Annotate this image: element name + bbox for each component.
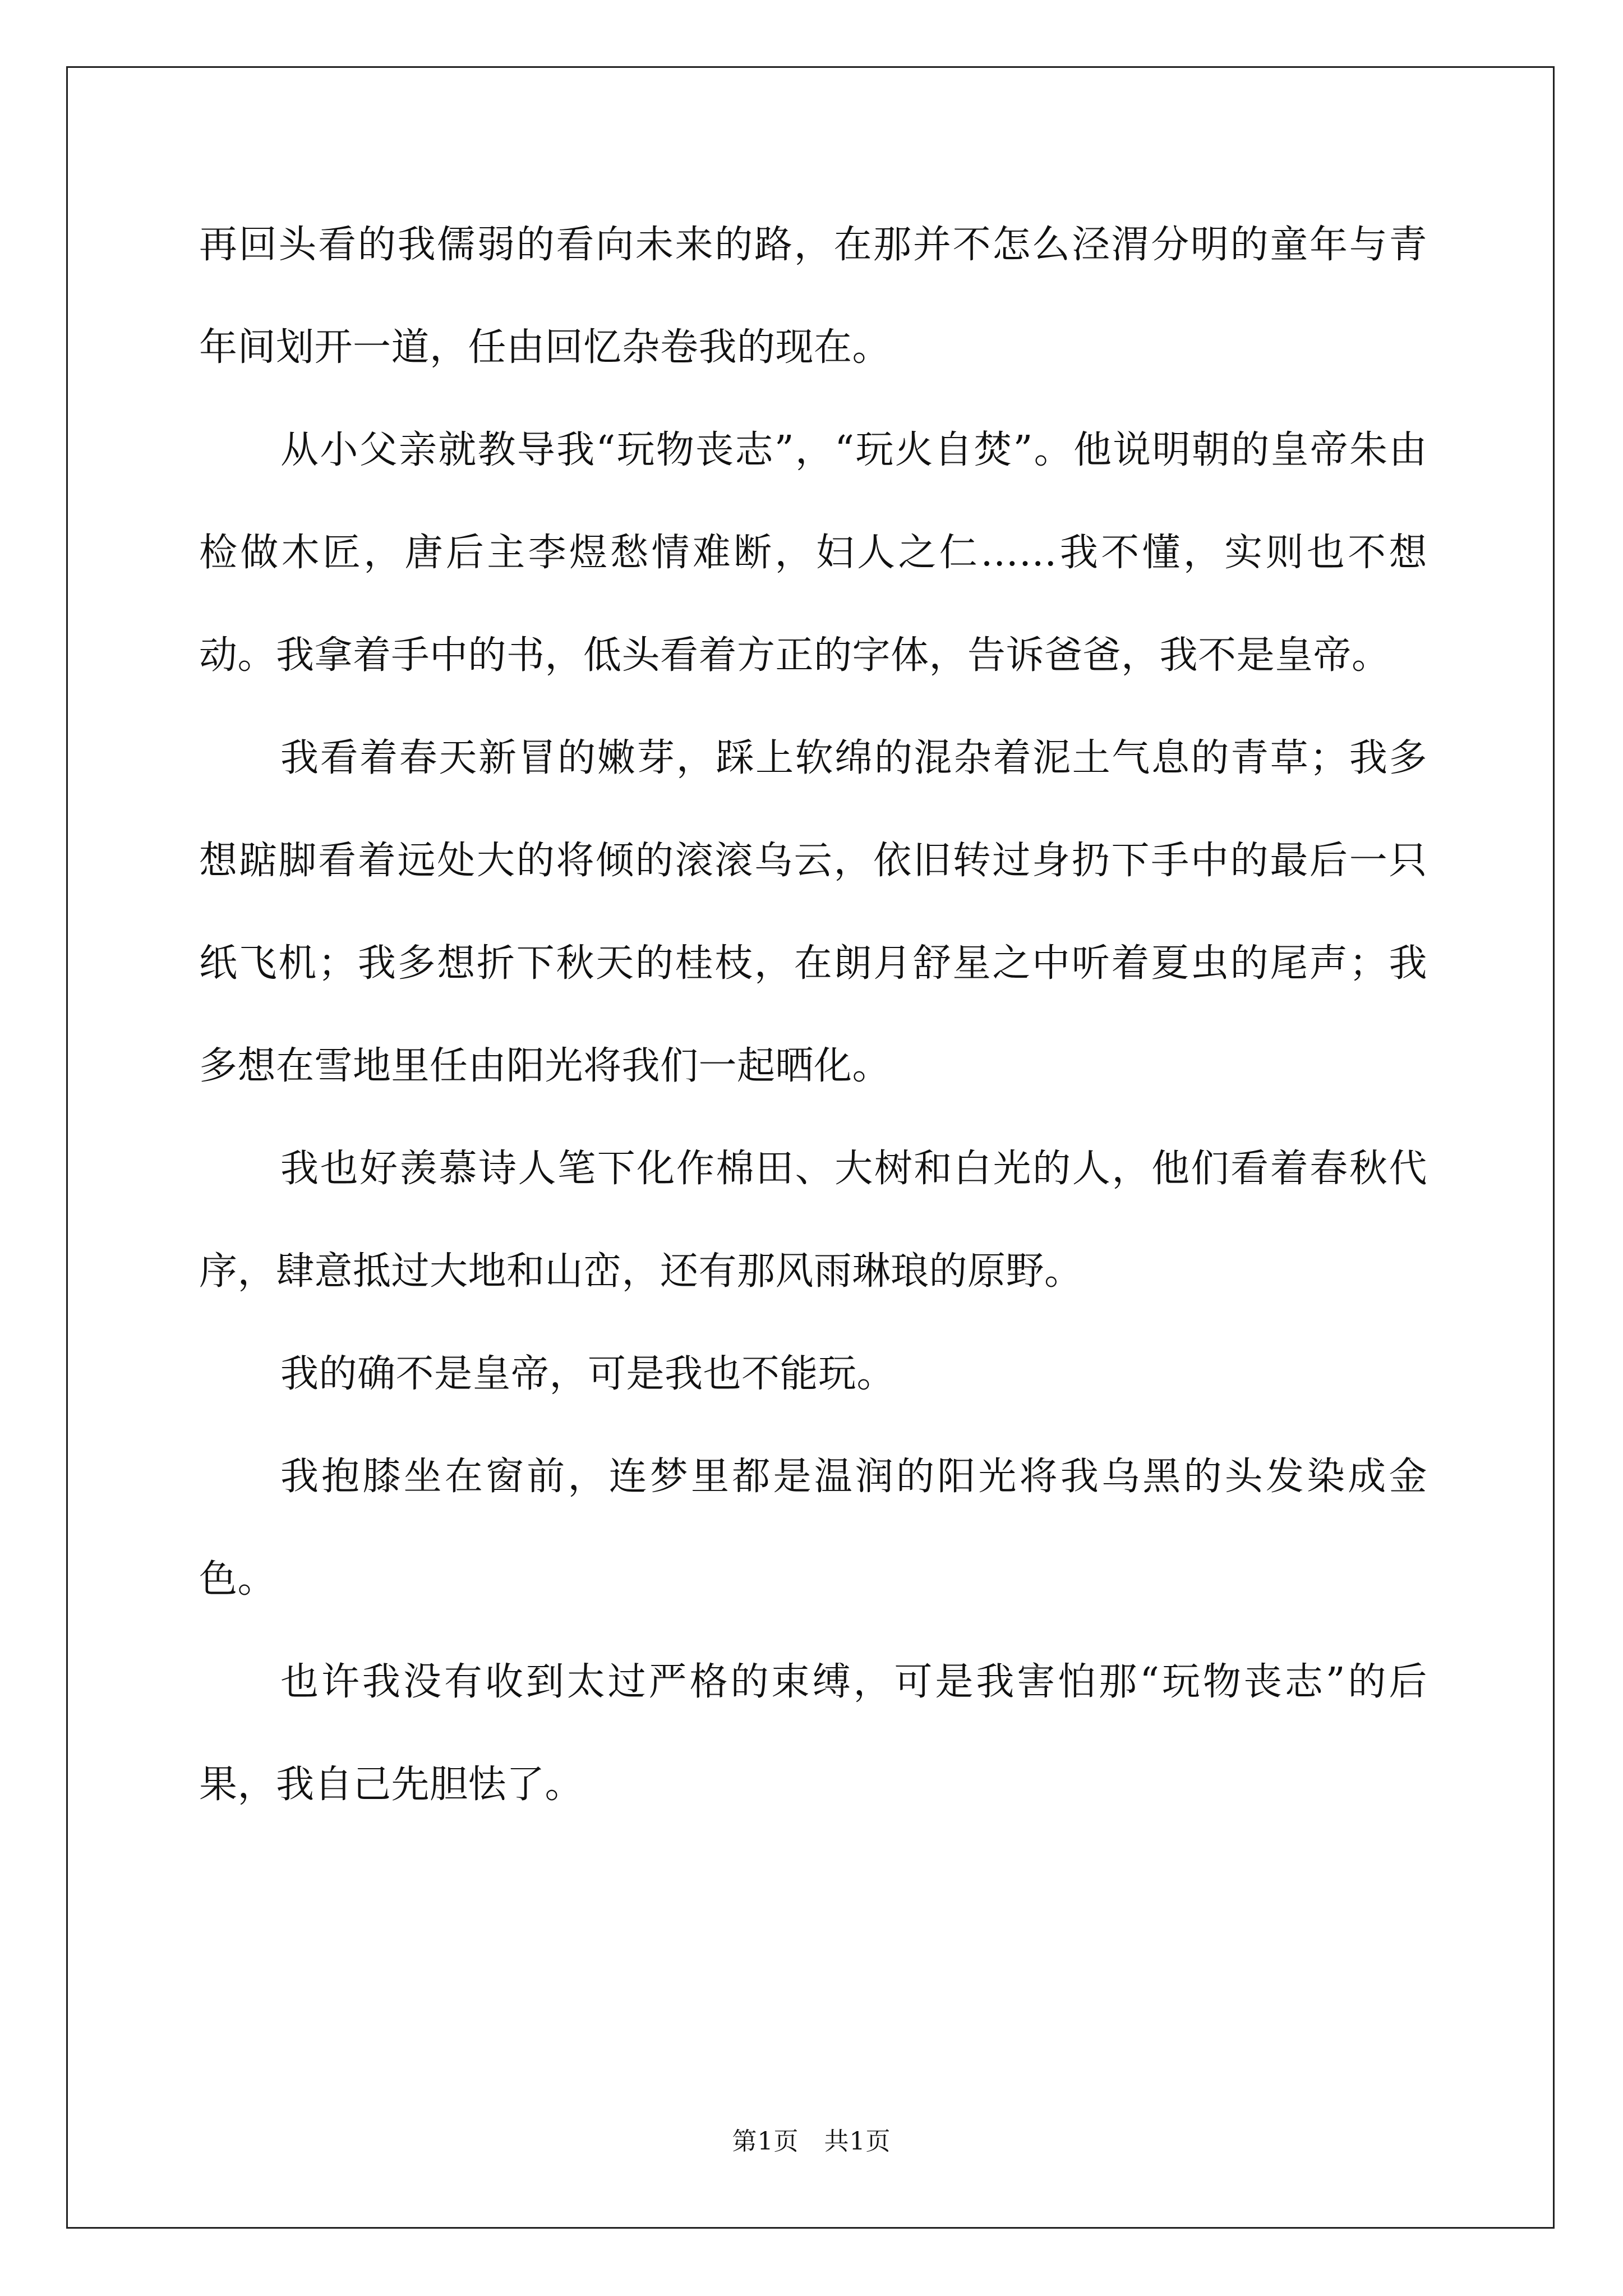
paragraph-5: 我的确不是皇帝，可是我也不能玩。: [280, 1352, 896, 1396]
paragraph-6: 我抱膝坐在窗前，连梦里都是温润的阳光将我乌黑的头发染成金色。: [199, 1455, 1427, 1602]
page-number-footer: 第1页 共1页: [732, 2127, 891, 2156]
paragraph-7: 也许我没有收到太过严格的束缚，可是我害怕那“玩物丧志”的后果，我自己先胆怯了。: [199, 1660, 1427, 1807]
paragraph-1: 再回头看的我儒弱的看向未来的路，在那并不怎么泾渭分明的童年与青年间划开一道，任由回忆杂卷我的现在。: [199, 223, 1427, 370]
paragraph-4: 我也好羡慕诗人笔下化作棉田、大树和白光的人，他们看着春秋代序，肆意抵过大地和山峦，还有那风雨琳琅的原野。: [199, 1147, 1427, 1294]
paragraph-3: 我看着春天新冒的嫩芽，踩上软绵的混杂着泥土气息的青草；我多想踮脚看着远处大的将倾的滚滚乌云，依旧转过身扔下手中的最后一只纸飞机；我多想折下秋天的桂枝，在朗月舒星之中听着夏虫的尾声；我多想在雪地里任由阳光将我们一起晒化。: [199, 736, 1427, 1088]
document-body: [199, 194, 1427, 1836]
paragraph-2: 从小父亲就教导我“玩物丧志”，“玩火自焚”。他说明朝的皇帝朱由检做木匠，唐后主李煜愁情难断，妇人之仁……我不懂，实则也不想动。我拿着手中的书，低头看着方正的字体，告诉爸爸，我不是皇帝。: [199, 428, 1427, 678]
